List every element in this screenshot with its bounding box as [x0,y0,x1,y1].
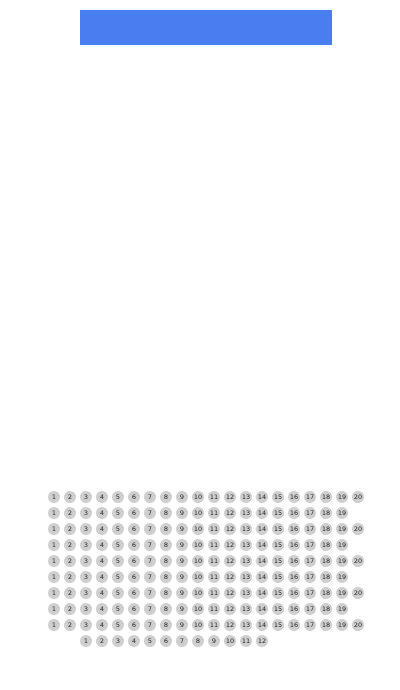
balkon-seat[interactable]: 7 [144,507,156,519]
balkon-seat[interactable]: 19 [337,557,347,565]
balkon-seat[interactable]: 2 [64,507,76,519]
balkon-seat[interactable]: 8 [160,555,172,567]
balkon-seat[interactable]: 11 [209,541,219,549]
balkon-seat[interactable]: 6 [128,603,140,615]
balkon-seat[interactable]: 7 [144,619,156,631]
balkon-seat[interactable]: 8 [160,491,172,503]
balkon-seat[interactable]: 19 [337,605,347,613]
balkon-seat[interactable]: 1 [48,491,60,503]
balkon-seat[interactable]: 8 [192,635,204,647]
balkon-seat[interactable]: 7 [144,491,156,503]
balkon-seat[interactable]: 10 [193,621,203,629]
balkon-seat[interactable]: 10 [193,493,203,501]
balkon-seat[interactable]: 19 [337,493,347,501]
balkon-seat[interactable]: 7 [144,539,156,551]
balkon-seat[interactable]: 18 [321,541,331,549]
balkon-seat[interactable]: 12 [225,573,235,581]
balkon-seat[interactable]: 7 [144,603,156,615]
balkon-seat[interactable]: 2 [96,635,108,647]
balkon-seat[interactable]: 19 [337,573,347,581]
balkon-seat[interactable]: 11 [209,573,219,581]
balkon-seat[interactable]: 16 [289,493,299,501]
balkon-seat[interactable]: 12 [225,493,235,501]
balkon-seat[interactable]: 13 [241,525,251,533]
balkon-seat[interactable]: 14 [257,621,267,629]
balkon-seat[interactable]: 11 [241,637,251,645]
balkon-seat[interactable]: 19 [337,525,347,533]
balkon-seat[interactable]: 1 [48,619,60,631]
balkon-seat[interactable]: 3 [80,523,92,535]
balkon-seat[interactable]: 9 [176,539,188,551]
balkon-seat[interactable]: 1 [48,571,60,583]
balkon-seat[interactable]: 17 [305,589,315,597]
balkon-seat[interactable]: 19 [337,589,347,597]
balkon-seat[interactable]: 6 [128,523,140,535]
balkon-seat[interactable]: 15 [273,605,283,613]
balkon-seat[interactable]: 7 [176,635,188,647]
balkon-seat[interactable]: 9 [176,603,188,615]
balkon-seat[interactable]: 5 [112,571,124,583]
balkon-seat[interactable]: 5 [112,619,124,631]
balkon-seat[interactable]: 7 [144,587,156,599]
balkon-seat[interactable]: 4 [96,507,108,519]
balkon-seat[interactable]: 18 [321,589,331,597]
balkon-seat[interactable]: 3 [80,587,92,599]
balkon-seat[interactable]: 19 [337,621,347,629]
balkon-seat[interactable]: 17 [305,573,315,581]
stage-banner [80,10,332,45]
balkon-seat[interactable]: 2 [64,491,76,503]
balkon-seat[interactable]: 4 [96,491,108,503]
balkon-seat[interactable]: 12 [225,605,235,613]
balkon-seat[interactable]: 8 [160,619,172,631]
balkon-seat[interactable]: 5 [112,491,124,503]
balkon-seat[interactable]: 4 [96,587,108,599]
balkon-seat[interactable]: 6 [160,635,172,647]
balkon-seat[interactable]: 13 [241,541,251,549]
balkon-seat[interactable]: 8 [160,539,172,551]
balkon-seat[interactable]: 13 [241,557,251,565]
balkon-seat[interactable]: 16 [289,541,299,549]
balkon-seat[interactable]: 16 [289,557,299,565]
balkon-seat[interactable]: 3 [80,555,92,567]
balkon-seat[interactable]: 14 [257,493,267,501]
balkon-seat[interactable]: 8 [160,523,172,535]
balkon-seat[interactable]: 18 [321,573,331,581]
balkon-seat[interactable]: 2 [64,555,76,567]
balkon-seat[interactable]: 3 [80,539,92,551]
balkon-seat[interactable]: 16 [289,589,299,597]
balkon-seat[interactable]: 3 [80,571,92,583]
balkon-seat[interactable]: 19 [337,509,347,517]
balkon-seat[interactable]: 4 [128,635,140,647]
balkon-seat[interactable]: 1 [48,587,60,599]
balkon-seat[interactable]: 13 [241,573,251,581]
balkon-seat[interactable]: 11 [209,589,219,597]
balkon-seat[interactable]: 1 [48,523,60,535]
balkon-seat[interactable]: 15 [273,589,283,597]
balkon-seat[interactable]: 6 [128,555,140,567]
balkon-seat[interactable]: 11 [209,493,219,501]
balkon-seat[interactable]: 13 [241,621,251,629]
balkon-seat[interactable]: 16 [289,509,299,517]
balkon-seat[interactable]: 6 [128,507,140,519]
balkon-seat[interactable]: 20 [353,589,363,597]
balkon-seat[interactable]: 3 [80,491,92,503]
balkon-seat[interactable]: 4 [96,539,108,551]
balkon-seat[interactable]: 10 [193,541,203,549]
balkon-seat[interactable]: 6 [128,587,140,599]
balkon-seat[interactable]: 7 [144,523,156,535]
balkon-seat[interactable]: 20 [353,621,363,629]
balkon-seat[interactable]: 3 [112,635,124,647]
balkon-seat[interactable]: 9 [176,587,188,599]
balkon-seat[interactable]: 14 [257,589,267,597]
balkon-seat[interactable]: 13 [241,509,251,517]
balkon-seat[interactable]: 11 [209,605,219,613]
balkon-seat[interactable]: 18 [321,509,331,517]
balkon-seat[interactable]: 7 [144,571,156,583]
balkon-seat[interactable]: 2 [64,587,76,599]
balkon-seat[interactable]: 2 [64,523,76,535]
balkon-seat[interactable]: 5 [112,587,124,599]
balkon-seat[interactable]: 18 [321,525,331,533]
balkon-seat[interactable]: 5 [112,539,124,551]
balkon-seat[interactable]: 5 [112,507,124,519]
balkon-seat[interactable]: 10 [193,605,203,613]
balkon-seat[interactable]: 16 [289,573,299,581]
balkon-seat[interactable]: 5 [144,635,156,647]
balkon-seat[interactable]: 6 [128,539,140,551]
balkon-seat[interactable]: 6 [128,491,140,503]
balkon-seat[interactable]: 17 [305,557,315,565]
balkon-seat[interactable]: 13 [241,589,251,597]
balkon-seat[interactable]: 17 [305,621,315,629]
balkon-seat[interactable]: 13 [241,605,251,613]
balkon-seat[interactable]: 16 [289,621,299,629]
balkon-seat[interactable]: 1 [48,539,60,551]
balkon-seat[interactable]: 17 [305,493,315,501]
balkon-seat[interactable]: 9 [176,507,188,519]
balkon-seat[interactable]: 12 [225,541,235,549]
balkon-seat[interactable]: 1 [80,635,92,647]
balkon-seat[interactable]: 17 [305,509,315,517]
balkon-seat[interactable]: 14 [257,557,267,565]
balkon-seat[interactable]: 11 [209,509,219,517]
balkon-seat[interactable]: 1 [48,507,60,519]
balkon-seat[interactable]: 18 [321,557,331,565]
balkon-seat[interactable]: 15 [273,573,283,581]
balkon-seat[interactable]: 15 [273,509,283,517]
balkon-seat[interactable]: 1 [48,603,60,615]
balkon-seat[interactable]: 5 [112,523,124,535]
balkon-seat[interactable]: 12 [225,621,235,629]
balkon-seat[interactable]: 8 [160,603,172,615]
balkon-seat[interactable]: 6 [128,571,140,583]
balkon-seat[interactable]: 10 [193,525,203,533]
balkon-seat[interactable]: 15 [273,557,283,565]
balkon-seat[interactable]: 9 [176,619,188,631]
balkon-seat[interactable]: 17 [305,525,315,533]
balkon-seat[interactable]: 3 [80,507,92,519]
balkon-seat[interactable]: 5 [112,603,124,615]
balkon-seat[interactable]: 17 [305,605,315,613]
balkon-seat[interactable]: 15 [273,525,283,533]
balkon-seat[interactable]: 16 [289,525,299,533]
balkon-seat[interactable]: 9 [176,571,188,583]
balkon-seat[interactable]: 9 [208,635,220,647]
balkon-seat[interactable]: 10 [193,557,203,565]
balkon-seat[interactable]: 10 [193,509,203,517]
balkon-seat[interactable]: 15 [273,493,283,501]
balkon-seat[interactable]: 9 [176,491,188,503]
balkon-seat[interactable]: 15 [273,541,283,549]
balkon-seat[interactable]: 14 [257,573,267,581]
balkon-seat[interactable]: 19 [337,541,347,549]
balkon-seat[interactable]: 10 [225,637,235,645]
balkon-seat[interactable]: 15 [273,621,283,629]
balkon-seat[interactable]: 6 [128,619,140,631]
balkon-seat[interactable]: 14 [257,605,267,613]
balkon-seat[interactable]: 1 [48,555,60,567]
balkon-seat[interactable]: 20 [353,525,363,533]
balkon-seat[interactable]: 11 [209,621,219,629]
balkon-seat[interactable]: 4 [96,523,108,535]
balkon-seat[interactable]: 18 [321,605,331,613]
balkon-seat[interactable]: 20 [353,557,363,565]
balkon-seat[interactable]: 12 [257,637,267,645]
balkon-seat[interactable]: 2 [64,539,76,551]
balkon-seat[interactable]: 11 [209,525,219,533]
balkon-seat[interactable]: 8 [160,587,172,599]
balkon-seat[interactable]: 14 [257,509,267,517]
balkon-seat[interactable]: 4 [96,555,108,567]
balkon-seat[interactable]: 18 [321,621,331,629]
balkon-seat[interactable]: 2 [64,603,76,615]
balkon-seat[interactable]: 8 [160,507,172,519]
balkon-seat[interactable]: 9 [176,523,188,535]
balkon-seat[interactable]: 9 [176,555,188,567]
balkon-seat[interactable]: 2 [64,619,76,631]
balkon-seat[interactable]: 14 [257,525,267,533]
balkon-seat[interactable]: 16 [289,605,299,613]
balkon-seat[interactable]: 4 [96,571,108,583]
balkon-seat[interactable]: 2 [64,571,76,583]
balkon-seat[interactable]: 4 [96,619,108,631]
balkon-seat[interactable]: 4 [96,603,108,615]
balkon-seat[interactable]: 3 [80,603,92,615]
balkon-seat[interactable]: 18 [321,493,331,501]
balkon-seat[interactable]: 12 [225,557,235,565]
balkon-seat[interactable]: 7 [144,555,156,567]
balkon-seat[interactable]: 14 [257,541,267,549]
balkon-seat[interactable]: 13 [241,493,251,501]
balkon-seat[interactable]: 12 [225,525,235,533]
balkon-seat[interactable]: 11 [209,557,219,565]
balkon-seat[interactable]: 12 [225,589,235,597]
balkon-seat[interactable]: 17 [305,541,315,549]
balkon-seat[interactable]: 8 [160,571,172,583]
balkon-seat[interactable]: 12 [225,509,235,517]
balkon-seat[interactable]: 10 [193,573,203,581]
balkon-seat[interactable]: 20 [353,493,363,501]
balkon-seat[interactable]: 3 [80,619,92,631]
balkon-seat[interactable]: 5 [112,555,124,567]
balkon-seat[interactable]: 10 [193,589,203,597]
